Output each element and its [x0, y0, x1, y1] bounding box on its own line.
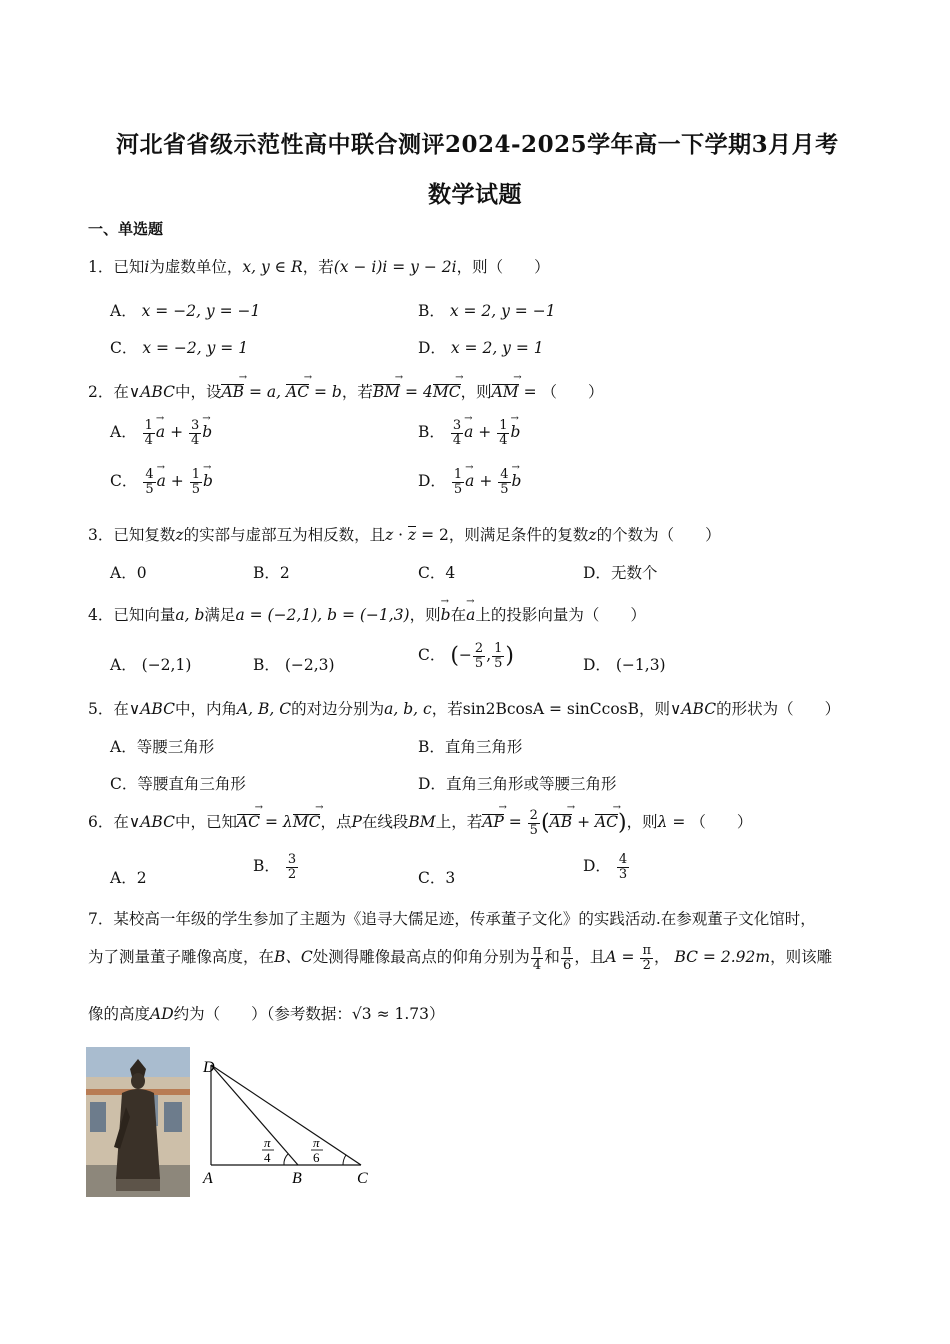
math-var: ABC	[140, 383, 175, 401]
denominator: 5	[453, 481, 463, 497]
question-text: ，则该雕	[770, 948, 833, 967]
page-title: 河北省省级示范性高中联合测评2024-2025学年高一下学期3月月考	[116, 131, 839, 158]
option-label: A．	[110, 656, 137, 674]
numerator: 1	[191, 467, 200, 482]
question-number: 5．	[88, 700, 114, 718]
question-text: 在∨	[113, 383, 141, 401]
option-label: A．	[110, 738, 137, 756]
fraction	[190, 468, 202, 496]
denominator: 5	[494, 655, 503, 671]
fraction	[498, 468, 510, 496]
question-text: 在线段	[361, 813, 409, 832]
option-label: C．	[110, 775, 138, 793]
vector-mc: MC →	[433, 383, 461, 401]
triangle-diagram	[196, 1052, 386, 1192]
option-b[interactable]	[418, 735, 522, 757]
option-label: A．	[110, 564, 137, 582]
option-b[interactable]	[253, 853, 299, 881]
math-var: A	[605, 948, 617, 967]
option-label: A．	[110, 302, 137, 320]
question-text: 的形状为（ ）	[716, 700, 841, 718]
numerator: 1	[144, 418, 153, 433]
numerator: π	[532, 943, 542, 958]
denominator: 6	[562, 957, 572, 973]
fraction	[452, 468, 464, 496]
option-d[interactable]: D． $\frac{1}{5}$ a → + $\frac{4}{5}$ b →	[418, 468, 521, 496]
denominator: 5	[474, 655, 484, 671]
math-op: =	[616, 948, 640, 967]
question-text: ，若	[302, 258, 334, 276]
question-1	[88, 255, 550, 277]
math-var: i	[144, 258, 150, 276]
question-text: ，若	[431, 700, 463, 718]
denominator: 2	[642, 957, 651, 973]
option-label: C．	[418, 646, 446, 665]
option-text: (−2,1)	[141, 656, 192, 674]
question-6: 6．在∨ABC中，已知AC → = λMC →，点P在线段BM上，若AP → = $\frac{2}{5}$ (AB → + AC →)，则λ = （ ）	[88, 809, 752, 837]
numerator: 1	[499, 418, 508, 433]
option-b[interactable]	[253, 653, 335, 675]
option-label: B．	[253, 857, 280, 876]
denominator: 5	[191, 481, 200, 497]
option-label: D．	[583, 656, 611, 674]
option-label: C．	[418, 564, 446, 582]
option-text: 无数个	[610, 564, 658, 582]
math-var: z	[588, 526, 597, 544]
question-text: 满足	[204, 606, 236, 624]
angle-b-num: π	[264, 1135, 271, 1150]
math-var: P	[351, 813, 362, 832]
question-text: = （ ）	[518, 383, 604, 401]
option-text: (−2,3)	[284, 656, 335, 674]
option-d[interactable]	[418, 772, 616, 794]
option-a[interactable]	[110, 735, 214, 757]
denominator: 5	[529, 822, 538, 838]
question-text: 中，已知	[174, 813, 237, 832]
question-text: 为了测量董子雕像高度，在	[88, 948, 275, 967]
math-expr: = 2	[416, 526, 449, 544]
label-a: A	[203, 1170, 213, 1187]
question-text: 在∨	[113, 813, 141, 832]
question-7-line-3	[88, 1002, 445, 1024]
question-text: ，则	[460, 383, 492, 401]
option-label: C．	[418, 869, 446, 887]
vector-b: b →	[203, 472, 213, 490]
question-text: 的个数为（ ）	[596, 526, 721, 544]
question-text: 已知	[113, 258, 145, 276]
math-var: ABC	[140, 700, 175, 718]
vector-mc: MC →	[293, 813, 321, 831]
numerator: 1	[453, 467, 463, 482]
option-b[interactable]	[253, 561, 290, 583]
question-text: ，则	[626, 813, 658, 832]
vector-ac: AC →	[286, 383, 309, 401]
vector-b: b →	[202, 423, 212, 441]
vector-ap: AP →	[482, 813, 504, 831]
option-text: 4	[445, 564, 456, 582]
option-a[interactable]	[110, 653, 191, 675]
option-label: C．	[110, 472, 138, 491]
math-var: AD	[150, 1005, 174, 1023]
math-expr: = 4	[400, 383, 433, 401]
option-a[interactable]	[110, 299, 260, 321]
denominator: 4	[144, 432, 153, 448]
option-label: B．	[418, 302, 445, 320]
question-number: 1．	[88, 258, 114, 276]
option-label: D．	[583, 857, 611, 876]
question-7-line-2	[88, 944, 832, 972]
numerator: 1	[494, 641, 503, 656]
option-b[interactable]: B． $\frac{3}{4}$ a → + $\frac{1}{4}$ b →	[418, 419, 520, 447]
math-expr: BC = 2.92m	[674, 948, 771, 967]
fraction	[451, 419, 463, 447]
math-op: =	[503, 813, 527, 832]
question-text: 某校高一年级的学生参加了主题为《追寻大儒足迹，传承董子文化》的实践活动.在参观董子文化馆时，	[113, 910, 816, 928]
question-text: 和	[544, 948, 560, 967]
denominator: 5	[500, 481, 509, 497]
fraction	[617, 853, 629, 881]
option-c[interactable]: C． $\frac{4}{5}$ a → + $\frac{1}{5}$ b →	[110, 468, 213, 496]
math-var: ABC	[140, 813, 175, 832]
question-text: ，则（ ）	[456, 258, 550, 276]
question-text: 处测得雕像最高点的仰角分别为	[312, 948, 530, 967]
vector-a: a →	[466, 606, 475, 624]
question-text: ，点	[320, 813, 352, 832]
numerator: 3	[452, 418, 462, 433]
option-text: x = 2, y = −1	[449, 302, 556, 320]
option-d[interactable]	[583, 653, 666, 675]
question-text: 的实部与虚部互为相反数，且	[183, 526, 386, 544]
fraction	[143, 468, 155, 496]
angle-c-den: 6	[313, 1150, 320, 1165]
section-heading: 一、单选题	[88, 220, 164, 238]
question-text: 已知复数	[113, 526, 176, 544]
statue-photo	[86, 1047, 190, 1197]
option-a[interactable]: A． $\frac{1}{4}$ a → + $\frac{3}{4}$ b →	[110, 419, 212, 447]
question-text: 的对边分别为	[291, 700, 385, 718]
question-text: ，且	[574, 948, 606, 967]
question-4	[88, 603, 646, 625]
conjugate-z: z	[408, 526, 417, 544]
option-b[interactable]	[418, 299, 556, 321]
option-c[interactable]	[418, 866, 455, 888]
option-text: 直角三角形或等腰三角形	[445, 775, 617, 793]
option-label: D．	[583, 564, 611, 582]
option-label: B．	[418, 738, 445, 756]
option-text: 等腰三角形	[136, 738, 215, 756]
vector-a: a →	[156, 423, 165, 441]
option-text: x = −2, y = 1	[142, 339, 249, 357]
question-3	[88, 523, 721, 545]
vector-b: b →	[441, 606, 451, 624]
question-text: ）	[429, 1005, 445, 1023]
question-text: ，则满足条件的复数	[448, 526, 589, 544]
option-label: A．	[110, 869, 137, 887]
label-c: C	[357, 1170, 368, 1187]
option-text: 0	[136, 564, 147, 582]
option-c[interactable]	[418, 561, 455, 583]
denominator: 2	[287, 866, 297, 882]
numerator: 4	[500, 467, 509, 482]
math-expr: √3 ≈ 1.73	[351, 1005, 429, 1023]
option-text: 等腰直角三角形	[137, 775, 246, 793]
vector-a: a →	[464, 423, 473, 441]
math-expr: a = (−2,1), b = (−1,3)	[235, 606, 410, 624]
option-label: D．	[418, 775, 446, 793]
fraction	[561, 944, 574, 972]
math-var: z	[175, 526, 184, 544]
vector-b: b →	[510, 423, 520, 441]
math-op: +	[572, 813, 595, 832]
question-number: 4．	[88, 606, 114, 624]
question-text: 在	[450, 606, 467, 624]
fraction	[492, 642, 504, 670]
vector-b: b →	[512, 472, 522, 490]
option-c[interactable]: C． (− $\frac{2}{5}$ , $\frac{1}{5}$ )	[418, 641, 514, 671]
option-c[interactable]	[110, 772, 246, 794]
option-c[interactable]	[110, 336, 248, 358]
question-number: 3．	[88, 526, 114, 544]
fraction	[531, 944, 544, 972]
math-expr: = λ	[260, 813, 293, 832]
vector-a: a →	[157, 472, 166, 490]
math-expr: a, b, c	[384, 700, 432, 718]
label-b: B	[292, 1170, 302, 1187]
math-var: B、C	[274, 948, 313, 967]
question-2	[88, 380, 604, 402]
denominator: 4	[191, 432, 200, 448]
math-var: λ	[657, 813, 668, 832]
math-expr: A, B, C	[236, 700, 292, 718]
question-text: 在∨	[113, 700, 141, 718]
angle-b-den: 4	[264, 1150, 271, 1165]
math-op: ·	[393, 526, 409, 544]
question-number: 2．	[88, 383, 114, 401]
question-text: ，则	[409, 606, 441, 624]
math-var: ABC	[681, 700, 717, 718]
math-expr: = b	[309, 383, 342, 401]
math-expr: x, y ∈ R	[242, 258, 303, 276]
question-text: 上，若	[435, 813, 483, 832]
math-expr: = a,	[244, 383, 287, 401]
option-text: 3	[445, 869, 456, 887]
fraction	[497, 419, 509, 447]
numerator: 2	[474, 641, 484, 656]
numerator: 3	[191, 418, 200, 433]
option-d[interactable]	[418, 336, 544, 358]
numerator: 4	[618, 852, 628, 867]
vector-ab: AB →	[221, 383, 244, 401]
option-label: B．	[253, 564, 280, 582]
denominator: 3	[618, 866, 628, 882]
question-5	[88, 697, 840, 719]
fraction	[473, 642, 485, 670]
option-text: 直角三角形	[444, 738, 523, 756]
option-label: D．	[418, 472, 446, 491]
option-label: B．	[253, 656, 280, 674]
math-expr: (x − i)i = y − 2i	[333, 258, 457, 276]
math-var: z	[385, 526, 394, 544]
fraction	[286, 853, 298, 881]
option-text: x = −2, y = −1	[141, 302, 261, 320]
option-text: 2	[136, 869, 147, 887]
segment-dc	[211, 1065, 361, 1165]
vector-ac: AC →	[237, 813, 260, 831]
angle-c-arc	[343, 1155, 346, 1165]
denominator: 4	[499, 432, 508, 448]
question-text: 中，内角	[174, 700, 237, 718]
option-d[interactable]	[583, 853, 630, 881]
angle-b-arc	[284, 1154, 288, 1165]
question-text: 像的高度	[88, 1005, 151, 1023]
vector-a: a →	[465, 472, 474, 490]
math-var: BM	[408, 813, 436, 832]
question-number: 6．	[88, 813, 114, 832]
vector-ab: AB →	[550, 813, 573, 831]
question-text: 上的投影向量为（ ）	[475, 606, 646, 624]
fraction	[640, 944, 653, 972]
question-text: 约为（ ）（参考数据：	[173, 1005, 352, 1023]
math-expr: sin2BcosA = sinCcosB	[462, 700, 639, 718]
numerator: 3	[287, 852, 297, 867]
option-label: A．	[110, 423, 137, 442]
option-text: x = 2, y = 1	[450, 339, 544, 357]
question-text: ，若	[341, 383, 373, 401]
option-a[interactable]	[110, 561, 147, 583]
denominator: 4	[532, 957, 542, 973]
vector-am: AM →	[492, 383, 519, 401]
option-text: 2	[279, 564, 290, 582]
option-a[interactable]	[110, 866, 147, 888]
fraction	[528, 809, 540, 837]
question-text: 中，设	[174, 383, 222, 401]
vector-bm: BM →	[373, 383, 400, 401]
question-7-line-1	[88, 907, 816, 929]
question-text: = （ ）	[667, 813, 753, 832]
numerator: 4	[145, 467, 154, 482]
fraction	[143, 419, 155, 447]
denominator: 4	[452, 432, 462, 448]
option-label: D．	[418, 339, 446, 357]
angle-c-num: π	[313, 1135, 320, 1150]
question-text: 为虚数单位，	[149, 258, 243, 276]
numerator: π	[562, 943, 572, 958]
option-text: (−1,3)	[615, 656, 666, 674]
question-number: 7．	[88, 910, 114, 928]
vector-ac: AC →	[595, 813, 618, 831]
question-text: ，	[654, 948, 670, 967]
question-text: 已知向量	[113, 606, 176, 624]
denominator: 5	[145, 481, 154, 497]
question-text: ，则∨	[639, 700, 682, 718]
label-d: D	[203, 1059, 215, 1076]
numerator: 2	[529, 808, 538, 823]
page-subtitle: 数学试题	[428, 181, 522, 208]
numerator: π	[642, 943, 652, 958]
math-expr: a, b	[175, 606, 205, 624]
option-label: B．	[418, 423, 445, 442]
option-d[interactable]	[583, 561, 657, 583]
option-label: C．	[110, 339, 138, 357]
fraction	[189, 419, 201, 447]
